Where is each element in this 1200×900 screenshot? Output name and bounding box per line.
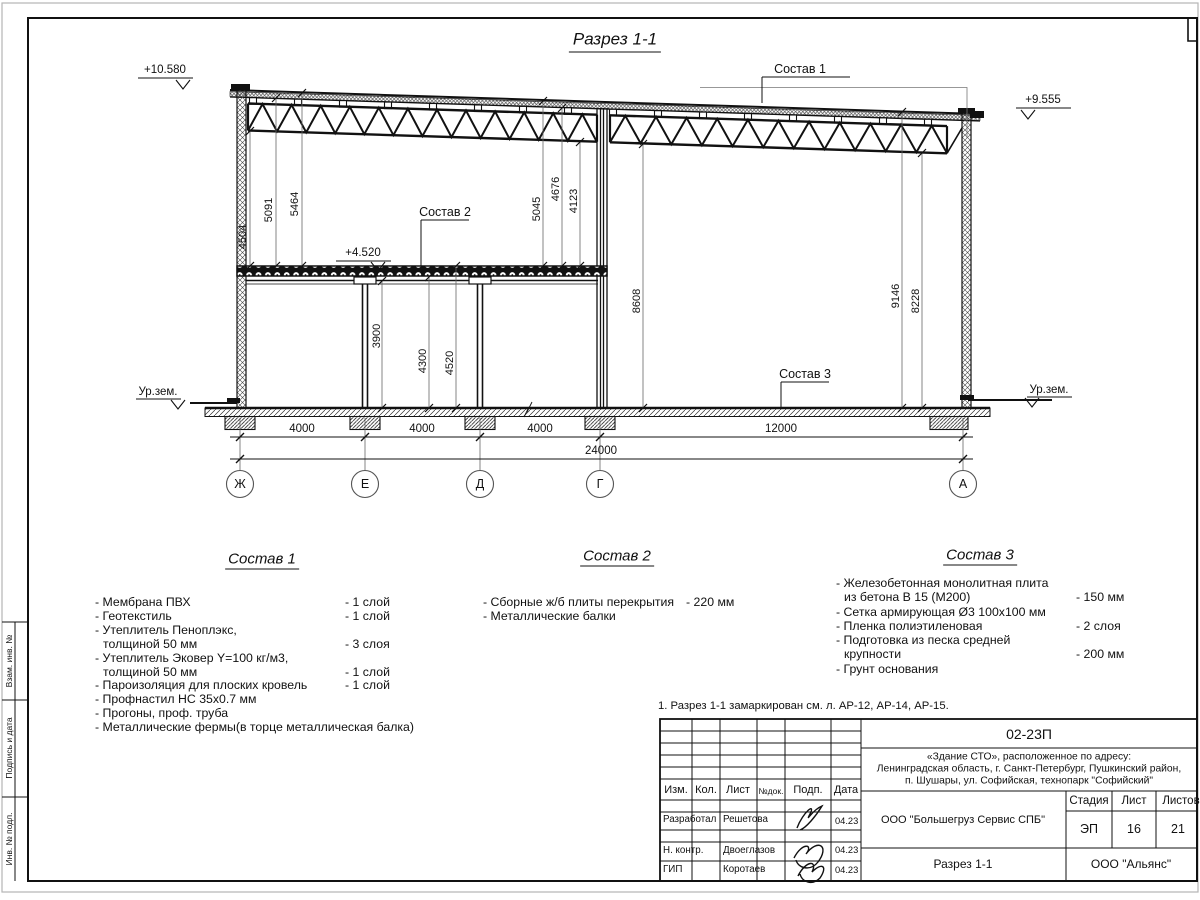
dim-4504: 4504	[237, 224, 249, 250]
side-cell-inv: Инв. № подл.	[4, 812, 14, 866]
sheet-value: 16	[1127, 822, 1141, 836]
ground-level-right: Ур.зем.	[1029, 384, 1069, 396]
dim-4300: 4300	[417, 348, 429, 374]
drawing-title: Разрез 1-1	[569, 30, 661, 53]
sheets-value: 21	[1171, 822, 1185, 836]
dim-4676: 4676	[550, 176, 562, 202]
date-ncontrol: 04.23	[835, 845, 859, 855]
dim-3900: 3900	[371, 323, 383, 349]
axis-mark: Д	[475, 477, 485, 491]
role-developer: Разработал	[663, 814, 717, 825]
dim-total: 24000	[585, 445, 617, 457]
col-kol: Кол.	[695, 784, 717, 796]
sostav3-heading: Состав 3	[943, 547, 1017, 566]
leader-sostav2: Состав 2	[419, 205, 471, 219]
object-line1: «Здание СТО», расположенное по адресу:	[926, 751, 1132, 763]
stage-label: Стадия	[1069, 795, 1109, 807]
object-line3: п. Шушары, ул. Софийская, технопарк "Софийский"	[904, 775, 1154, 787]
name-gip: Коротаев	[723, 864, 766, 875]
sheet-label: Лист	[1121, 795, 1147, 807]
dim-5045: 5045	[531, 196, 543, 222]
dim-8608: 8608	[631, 288, 643, 314]
elevation-floor: +4.520	[345, 247, 381, 259]
object-line2: Ленинградская область, г. Санкт-Петербург, Пушкинский район,	[876, 763, 1182, 775]
role-gip: ГИП	[663, 864, 683, 875]
dim-8228: 8228	[910, 288, 922, 314]
side-cell-podpis: Подпись и дата	[4, 717, 14, 779]
dim-5091: 5091	[263, 197, 275, 223]
dim-span2: 4000	[409, 423, 435, 435]
col-list: Лист	[726, 784, 750, 796]
axis-mark: А	[958, 477, 968, 491]
col-ndok: №док.	[758, 786, 784, 796]
leader-sostav3: Состав 3	[779, 367, 831, 381]
sostav1-heading: Состав 1	[225, 551, 299, 570]
dim-span4: 12000	[765, 423, 797, 435]
axis-mark: Е	[360, 477, 370, 491]
signature-strokes	[794, 806, 824, 882]
elevation-roof-right: +9.555	[1025, 94, 1061, 106]
col-izm: Изм.	[664, 784, 688, 796]
col-data: Дата	[833, 784, 859, 796]
date-gip: 04.23	[835, 865, 859, 875]
sostav3-list: - Железобетонная монолитная плита из бетона В 15 (М200) - 150 мм - Сетка армирующая Ø3 100х100 мм - Пленка полиэтиленовая - 2 слоя - Подготовка из песка средней крупности - 200 мм - Грунт основания	[836, 576, 1125, 676]
date-developer: 04.23	[835, 816, 859, 826]
sostav1-list: - Мембрана ПВХ - 1 слой - Геотекстиль - 1 слой - Утеплитель Пеноплэкс, толщиной 50 мм - 3 слоя - Утеплитель Эковер Y=100 кг/м3, толщиной 50 мм - 1 слой - Пароизоляция для плоских кровель - 1 слой - Профнастил НС 35х0.7 мм - Прогоны, проф. труба - Металлические фермы(в торце металлическая балка)	[95, 595, 414, 735]
dim-4123: 4123	[568, 188, 580, 214]
axis-mark: Г	[596, 477, 604, 491]
sheets-label: Листов	[1162, 795, 1200, 807]
company-name: ООО "Большегруз Сервис СПБ"	[880, 814, 1046, 826]
sostav2-heading: Состав 2	[580, 548, 654, 567]
sostav2-list: - Сборные ж/б плиты перекрытия - 220 мм - Металлические балки	[483, 595, 735, 623]
name-ncontrol: Двоеглазов	[723, 845, 776, 856]
dim-span3: 4000	[527, 423, 553, 435]
name-developer: Решетова	[723, 814, 768, 825]
dim-9146: 9146	[890, 283, 902, 309]
side-cell-vzam: Взам. инв. №	[4, 634, 14, 688]
stage-value: ЭП	[1080, 822, 1098, 836]
ground-level-left: Ур.зем.	[138, 386, 178, 398]
sheet-note: 1. Разрез 1-1 замаркирован см. л. АР-12, АР-14, АР-15.	[658, 700, 949, 712]
dim-4520: 4520	[444, 350, 456, 376]
drawing-name-cell: Разрез 1-1	[933, 857, 993, 871]
doc-number: 02-23П	[1006, 726, 1052, 742]
elevation-roof-left: +10.580	[144, 64, 186, 76]
leader-sostav1: Состав 1	[774, 62, 826, 76]
role-ncontrol: Н. контр.	[663, 845, 704, 856]
col-podp: Подп.	[793, 784, 823, 796]
org-name: ООО "Альянс"	[1090, 857, 1172, 871]
dim-span1: 4000	[289, 423, 315, 435]
dim-5464: 5464	[289, 191, 301, 217]
axis-mark: Ж	[234, 477, 246, 491]
